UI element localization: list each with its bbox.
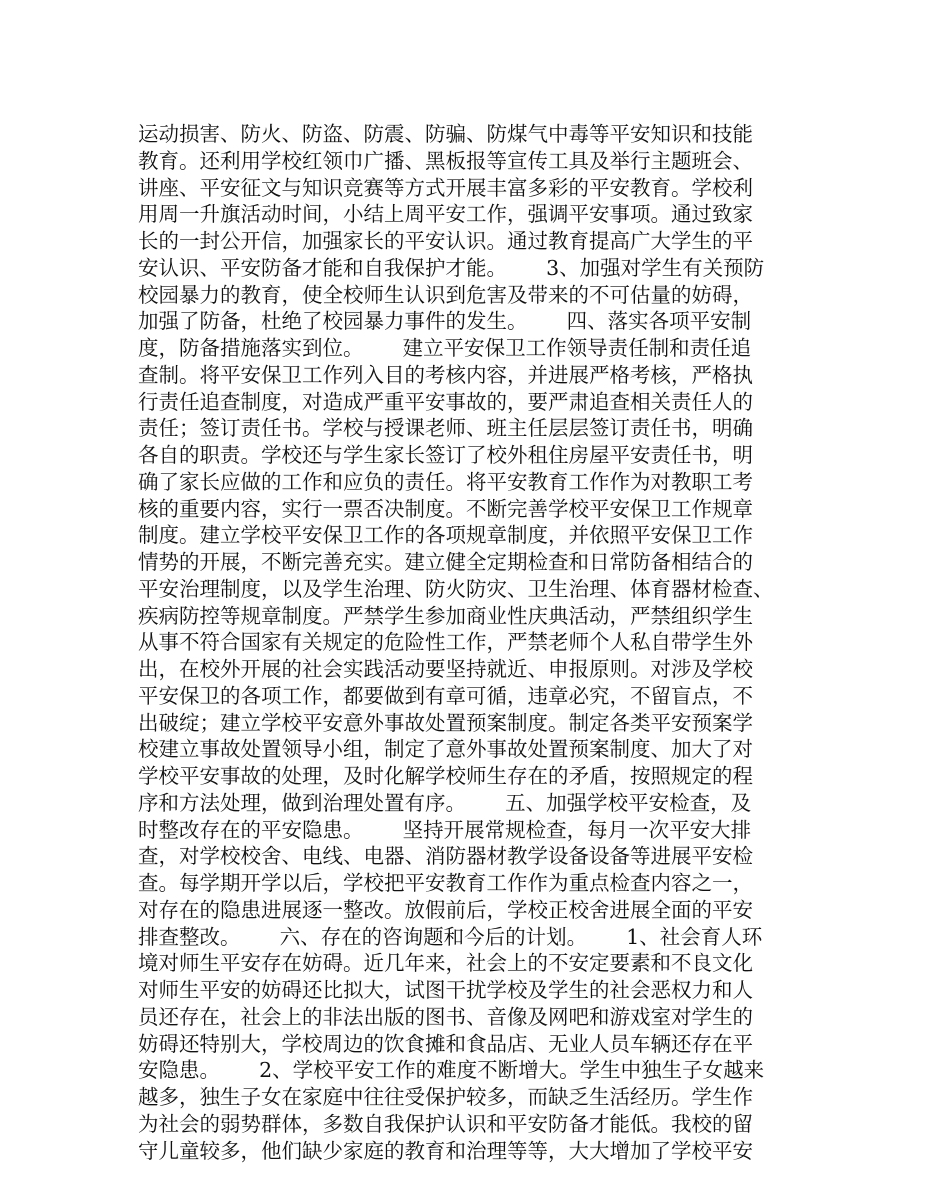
text-line: 排查整改。 六、存在的咨询题和今后的计划。 1、社会育人环 [138,924,763,949]
text-line: 责任；签订责任书。学校与授课老师、班主任层层签订责任书，明确 [138,416,753,441]
body-text [138,121,828,1164]
text-line: 平安治理制度，以及学生治理、防火防灾、卫生治理、体育器材检查、 [138,576,774,601]
text-line: 制度。建立学校平安保卫工作的各项规章制度，并依照平安保卫工作 [138,523,753,548]
text-line: 守儿童较多，他们缺少家庭的教育和治理等等，大大增加了学校平安 [138,1138,753,1163]
text-line: 查。每学期开学以后，学校把平安教育工作作为重点检查内容之一， [138,871,753,895]
text-line: 教育。还利用学校红领巾广播、黑板报等宣传工具及举行主题班会、 [138,148,753,173]
text-line: 序和方法处理，做到治理处置有序。 五、加强学校平安检查，及 [138,790,752,815]
text-line: 从事不符合国家有关规定的危险性工作，严禁老师个人私自带学生外 [138,630,753,655]
text-line: 疾病防控等规章制度。严禁学生参加商业性庆典活动，严禁组织学生 [138,603,753,628]
text-line: 对师生平安的妨碍还比拟大，试图干扰学校及学生的社会恶权力和人 [138,978,753,1002]
text-line: 妨碍还特别大，学校周边的饮食摊和食品店、无业人员车辆还存在平 [138,1031,753,1056]
text-line: 行责任追查制度，对造成严重平安事故的，要严肃追查相关责任人的 [138,389,753,414]
text-line: 境对师生平安存在妨碍。近几年来，社会上的不安定要素和不良文化 [138,951,753,976]
text-line: 加强了防备，杜绝了校园暴力事件的发生。 四、落实各项平安制 [138,309,752,334]
text-line: 时整改存在的平安隐患。 坚持开展常规检查，每月一次平安大排 [138,817,752,842]
text-line: 为社会的弱势群体，多数自我保护认识和平安防备才能低。我校的留 [138,1111,753,1136]
text-line: 越多，独生子女在家庭中往往受保护较多，而缺乏生活经历。学生作 [138,1085,753,1109]
text-line: 用周一升旗活动时间，小结上周平安工作，强调平安事项。通过致家 [138,202,753,227]
text-line: 长的一封公开信，加强家长的平安认识。通过教育提高广大学生的平 [138,229,753,253]
text-line: 平安保卫的各项工作，都要做到有章可循，违章必究，不留盲点，不 [138,683,753,708]
text-line: 讲座、平安征文与知识竞赛等方式开展丰富多彩的平安教育。学校利 [138,175,753,200]
text-line: 安隐患。 2、学校平安工作的难度不断增大。学生中独生子女越来 [138,1058,765,1083]
text-line: 出，在校外开展的社会实践活动要坚持就近、申报原则。对涉及学校 [138,657,753,681]
text-line: 情势的开展，不断完善充实。建立健全定期检查和日常防备相结合的 [138,550,753,574]
text-line: 确了家长应做的工作和应负的责任。将平安教育工作作为对教职工考 [138,469,753,494]
text-line: 各自的职责。学校还与学生家长签订了校外租住房屋平安责任书，明 [138,443,753,467]
text-line: 出破绽；建立学校平安意外事故处置预案制度。制定各类平安预案学 [138,710,753,735]
text-line: 校园暴力的教育，使全校师生认识到危害及带来的不可估量的妨碍， [138,282,753,307]
text-line: 核的重要内容，实行一票否决制度。不断完善学校平安保卫工作规章 [138,496,753,521]
text-line: 度，防备措施落实到位。 建立平安保卫工作领导责任制和责任追 [138,336,752,360]
text-line: 查，对学校校舍、电线、电器、消防器材教学设备设备等进展平安检 [138,844,753,869]
text-line: 安认识、平安防备才能和自我保护才能。 3、加强对学生有关预防 [138,255,765,280]
text-line: 查制。将平安保卫工作列入目的考核内容，并进展严格考核，严格执 [138,362,753,387]
text-line: 对存在的隐患进展逐一整改。放假前后，学校正校舍进展全面的平安 [138,897,753,922]
text-line: 运动损害、防火、防盗、防震、防骗、防煤气中毒等平安知识和技能 [138,122,753,146]
text-line: 校建立事故处置领导小组，制定了意外事故处置预案制度、加大了对 [138,737,753,762]
text-line: 员还存在，社会上的非法出版的图书、音像及网吧和游戏室对学生的 [138,1004,753,1029]
text-line: 学校平安事故的处理，及时化解学校师生存在的矛盾，按照规定的程 [138,764,753,788]
